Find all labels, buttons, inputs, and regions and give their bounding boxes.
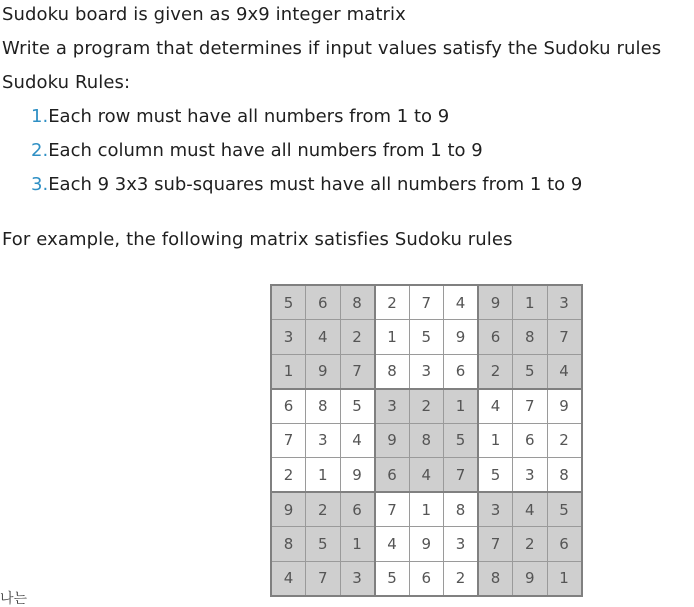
board-cell: 6 (340, 492, 375, 527)
board-cell: 1 (375, 320, 410, 355)
board-cell: 9 (513, 561, 548, 596)
board-cell: 9 (409, 527, 444, 562)
board-cell: 2 (306, 492, 341, 527)
board-row (271, 561, 582, 596)
board-cell: 4 (375, 527, 410, 562)
sudoku-board (270, 284, 583, 597)
board-cell: 5 (547, 492, 582, 527)
rule-number: 3. (31, 174, 49, 195)
board-cell: 7 (306, 561, 341, 596)
board-cell: 1 (444, 389, 479, 424)
board-cell: 4 (444, 285, 479, 320)
board-cell: 5 (409, 320, 444, 355)
board-cell: 8 (340, 285, 375, 320)
board-row (271, 354, 582, 389)
rule-number: 2. (31, 140, 49, 161)
board-cell: 2 (513, 527, 548, 562)
board-cell: 8 (444, 492, 479, 527)
board-cell: 6 (444, 354, 479, 389)
board-cell: 7 (547, 320, 582, 355)
rule-item-2 (31, 140, 483, 162)
intro-line-1: Sudoku board is given as 9x9 integer matrix (2, 4, 406, 25)
board-cell: 9 (271, 492, 306, 527)
board-cell: 1 (306, 458, 341, 493)
board-cell: 4 (478, 389, 513, 424)
board-cell: 5 (444, 423, 479, 458)
board-cell: 7 (444, 458, 479, 493)
board-cell: 4 (271, 561, 306, 596)
board-cell: 8 (513, 320, 548, 355)
board-cell: 1 (409, 492, 444, 527)
board-row (271, 492, 582, 527)
board-cell: 3 (409, 354, 444, 389)
board-cell: 9 (547, 389, 582, 424)
board-cell: 1 (513, 285, 548, 320)
board-cell: 5 (271, 285, 306, 320)
board-row (271, 320, 582, 355)
board-cell: 6 (513, 423, 548, 458)
board-cell: 2 (271, 458, 306, 493)
board-cell: 4 (547, 354, 582, 389)
example-text: For example, the following matrix satisfies Sudoku rules (2, 229, 513, 250)
board-cell: 2 (444, 561, 479, 596)
board-cell: 8 (478, 561, 513, 596)
board-cell: 4 (409, 458, 444, 493)
rule-text: Each row must have all numbers from 1 to 9 (48, 106, 450, 127)
board-cell: 1 (478, 423, 513, 458)
board-cell: 3 (271, 320, 306, 355)
board-cell: 9 (444, 320, 479, 355)
board-cell: 5 (478, 458, 513, 493)
board-cell: 2 (340, 320, 375, 355)
board-cell: 9 (340, 458, 375, 493)
board-cell: 5 (375, 561, 410, 596)
board-cell: 9 (306, 354, 341, 389)
board-cell: 2 (409, 389, 444, 424)
board-cell: 2 (547, 423, 582, 458)
board-cell: 3 (375, 389, 410, 424)
board-cell: 6 (478, 320, 513, 355)
board-cell: 5 (340, 389, 375, 424)
board-cell: 3 (547, 285, 582, 320)
board-row (271, 527, 582, 562)
cutoff-text: 나는 (0, 591, 28, 607)
board-cell: 7 (409, 285, 444, 320)
board-cell: 8 (306, 389, 341, 424)
board-cell: 4 (513, 492, 548, 527)
board-row (271, 389, 582, 424)
rule-item-3 (31, 174, 582, 196)
board-row (271, 423, 582, 458)
board-cell: 5 (306, 527, 341, 562)
rule-number: 1. (31, 106, 49, 127)
board-cell: 9 (478, 285, 513, 320)
board-cell: 5 (513, 354, 548, 389)
board-row (271, 285, 582, 320)
board-cell: 6 (547, 527, 582, 562)
board-cell: 9 (375, 423, 410, 458)
board-cell: 6 (375, 458, 410, 493)
board-cell: 3 (513, 458, 548, 493)
rule-text: Each column must have all numbers from 1 to 9 (48, 140, 483, 161)
board-cell: 7 (513, 389, 548, 424)
board-cell: 6 (409, 561, 444, 596)
board-cell: 7 (340, 354, 375, 389)
board-cell: 7 (375, 492, 410, 527)
board-cell: 2 (375, 285, 410, 320)
board-cell: 3 (340, 561, 375, 596)
board-cell: 1 (340, 527, 375, 562)
board-row (271, 458, 582, 493)
board-cell: 1 (271, 354, 306, 389)
board-cell: 3 (444, 527, 479, 562)
board-cell: 8 (547, 458, 582, 493)
board-cell: 3 (478, 492, 513, 527)
board-cell: 1 (547, 561, 582, 596)
board-cell: 8 (271, 527, 306, 562)
board-cell: 7 (271, 423, 306, 458)
board-cell: 4 (306, 320, 341, 355)
rules-heading: Sudoku Rules: (2, 72, 131, 93)
board-cell: 3 (306, 423, 341, 458)
board-cell: 7 (478, 527, 513, 562)
board-cell: 4 (340, 423, 375, 458)
board-cell: 8 (409, 423, 444, 458)
board-cell: 6 (271, 389, 306, 424)
rule-text: Each 9 3x3 sub-squares must have all numbers from 1 to 9 (48, 174, 583, 195)
board-cell: 8 (375, 354, 410, 389)
intro-line-2: Write a program that determines if input values satisfy the Sudoku rules (2, 38, 662, 59)
board-cell: 6 (306, 285, 341, 320)
rule-item-1 (31, 106, 449, 128)
board-cell: 2 (478, 354, 513, 389)
